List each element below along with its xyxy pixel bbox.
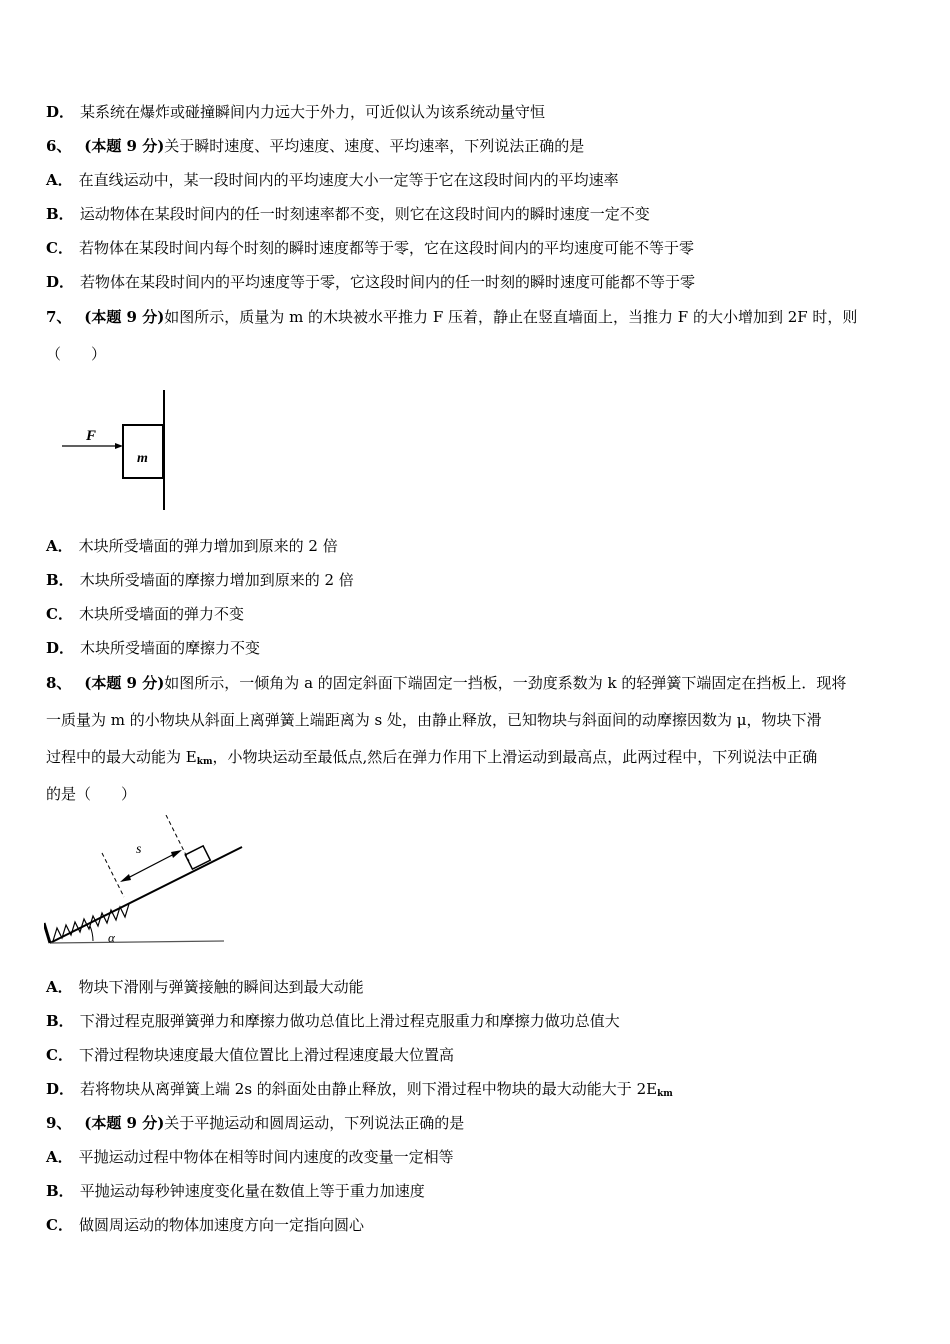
force-arrow-head [115,443,123,449]
option-letter: B． [46,1182,74,1200]
q8-option-d [46,1079,673,1104]
option-letter: A． [46,1148,73,1166]
q8-stem [46,673,846,693]
option-letter: C． [46,1046,73,1064]
distance-arrow-head-upper [171,850,182,858]
q7-option-a [46,536,338,556]
q6-option-a [46,170,619,190]
baffle-plate [44,923,50,943]
question-stem-cont: 的是（ ） [46,785,137,803]
option-text: 若将物块从离弹簧上端 2s 的斜面处由静止释放，则下滑过程中物块的最大动能大于 2E [80,1080,658,1098]
question-stem: 关于平抛运动和圆周运动，下列说法正确的是 [164,1114,465,1132]
q8-option-c [46,1045,454,1065]
q8-option-a [46,977,364,997]
subscript: km [657,1089,673,1099]
option-letter: C． [46,1216,73,1234]
answer-bracket: （ ） [46,345,107,363]
angle-arc [90,926,93,941]
question-score: (本题 9 分) [84,1114,165,1132]
q9-option-b [46,1181,425,1201]
option-text: 木块所受墙面的弹力增加到原来的 2 倍 [78,537,338,555]
question-stem-cont: 一质量为 m 的小物块从斜面上离弹簧上端距离为 s 处，由静止释放，已知物块与斜面间的动摩擦因数为 μ，物块下滑 [46,711,822,729]
q9-stem [46,1113,464,1133]
option-letter: B． [46,1012,74,1030]
option-letter: C． [46,605,73,623]
q7-stem [46,307,857,327]
option-letter: A． [46,537,73,555]
subscript: km [196,757,213,767]
option-text: 物块下滑刚与弹簧接触的瞬间达到最大动能 [78,978,364,996]
question-number: 8、 [46,674,72,692]
option-letter: D． [46,273,75,291]
option-text: 若物体在某段时间内的平均速度等于零，它这段时间内的任一时刻的瞬时速度可能都不等于零 [80,273,696,291]
option-text: 木块所受墙面的弹力不变 [78,605,244,623]
q7-option-c [46,604,244,624]
angle-label: α [108,930,115,945]
q6-option-d [46,272,695,292]
question-score: (本题 9 分) [84,137,165,155]
option-text: 若物体在某段时间内每个时刻的瞬时速度都等于零，它在这段时间内的平均速度可能不等于零 [78,239,694,257]
question-number: 6、 [46,137,72,155]
q9-option-c [46,1215,364,1235]
option-letter: B． [46,205,74,223]
option-text: 下滑过程克服弹簧弹力和摩擦力做功总值比上滑过程克服重力和摩擦力做功总值大 [79,1012,620,1030]
q6-option-b [46,204,650,224]
question-score: (本题 9 分) [84,674,165,692]
option-text: 木块所受墙面的摩擦力不变 [80,639,261,657]
option-letter: B． [46,571,74,589]
ground-line [50,941,224,943]
option-letter: D． [46,639,75,657]
q7-option-b [46,570,354,590]
q8-stem-line3 [46,747,817,772]
option-text: 下滑过程物块速度最大值位置比上滑过程速度最大位置高 [78,1046,454,1064]
q8-stem-line2 [46,710,822,730]
q9-option-a [46,1147,454,1167]
option-letter: A． [46,171,73,189]
question-number: 9、 [46,1114,72,1132]
q7-stem-cont [46,344,106,364]
distance-arrow-head-lower [120,874,131,882]
question-stem: 关于瞬时速度、平均速度、速度、平均速率，下列说法正确的是 [164,137,585,155]
q6-stem [46,136,584,156]
option-letter: C． [46,239,73,257]
dashed-line-block [166,815,189,861]
force-label: F [86,428,97,444]
option-text: 木块所受墙面的摩擦力增加到原来的 2 倍 [79,571,354,589]
option-text: 在直线运动中，某一段时间内的平均速度大小一定等于它在这段时间内的平均速率 [78,171,619,189]
q6-option-c [46,238,694,258]
distance-label: s [136,842,142,857]
q8-stem-line4 [46,784,136,804]
question-stem: 如图所示，质量为 m 的木块被水平推力 F 压着，静止在竖直墙面上，当推力 F 的大小增加到 2F 时，则 [164,308,858,326]
q7-option-d [46,638,260,658]
option-letter: D． [46,103,75,121]
question-stem-cont: ，小物块运动至最低点,然后在弹力作用下上滑运动到最高点，此两过程中，下列说法中正确 [212,748,818,766]
mass-label: m [137,451,148,466]
q8-option-b [46,1011,620,1031]
option-text: 平抛运动过程中物体在相等时间内速度的改变量一定相等 [78,1148,454,1166]
option-text: 做圆周运动的物体加速度方向一定指向圆心 [78,1216,364,1234]
option-text: 某系统在爆炸或碰撞瞬间内力远大于外力，可近似认为该系统动量守恒 [80,103,546,121]
dashed-line-spring-end [102,853,124,897]
question-number: 7、 [46,308,72,326]
question-stem-cont: 过程中的最大动能为 E [46,748,197,766]
q7-figure-block-on-wall [60,388,170,513]
option-text: 平抛运动每秒钟速度变化量在数值上等于重力加速度 [79,1182,425,1200]
question-score: (本题 9 分) [84,308,165,326]
option-letter: A． [46,978,73,996]
option-text: 运动物体在某段时间内的任一时刻速率都不变，则它在这段时间内的瞬时速度一定不变 [79,205,650,223]
question-stem: 如图所示，一倾角为 a 的固定斜面下端固定一挡板，一劲度系数为 k 的轻弹簧下端固定在挡板上．现将 [164,674,847,692]
option-letter: D． [46,1080,75,1098]
distance-line [122,851,180,881]
q8-figure-incline-spring [44,815,246,953]
q5-option-d [46,102,545,122]
